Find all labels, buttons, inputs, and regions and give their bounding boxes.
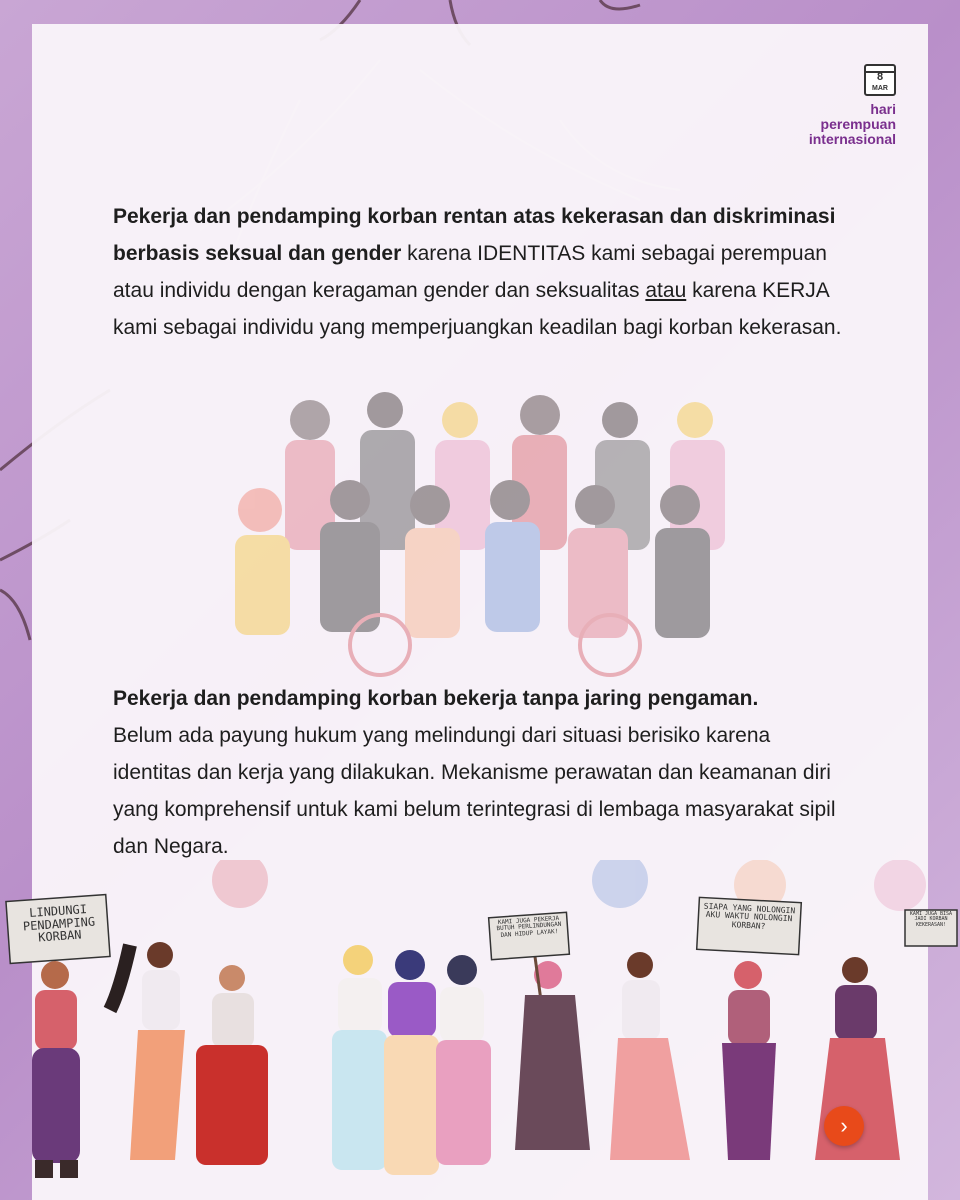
paragraph-1-part-2: karena KERJA kami sebagai individu yang memperjuangkan keadilan bagi korban kekerasan.: [113, 279, 842, 339]
protest-sign-1: LINDUNGI PENDAMPING KORBAN: [22, 902, 96, 945]
faded-crowd-illustration: [200, 380, 760, 680]
protest-sign-3: SIAPA YANG NOLONGIN AKU WAKTU NOLONGIN KORBAN?: [703, 901, 796, 931]
next-slide-button[interactable]: [824, 1106, 864, 1146]
badge-line-1: hari: [870, 101, 896, 117]
protest-sign-2: KAMI JUGA PEKERJA BUTUH PERLINDUNGAN DAN HIDUP LAYAK!: [496, 914, 562, 939]
protest-crowd-illustration: [0, 860, 960, 1200]
paragraph-1-underlined: atau: [645, 279, 687, 302]
paragraph-2-bold: Pekerja dan pendamping korban bekerja tanpa jaring pengaman.: [113, 687, 759, 710]
badge-line-3: internasional: [808, 131, 896, 147]
womens-day-badge: [809, 64, 896, 147]
protest-sign-4: KAMI JUGA BISA JADI KORBAN KEKERASAN!: [909, 911, 953, 928]
badge-line-2: perempuan: [820, 116, 896, 132]
paragraph-1-part-1: karena IDENTITAS kami sebagai perempuan atau individu dengan keragaman gender dan seksualitas: [113, 242, 827, 302]
calendar-month: MAR: [872, 85, 888, 92]
chevron-right-icon: ›: [840, 1113, 848, 1138]
paragraph-no-safety-net: [113, 680, 843, 865]
calendar-icon: [864, 64, 896, 96]
paragraph-2-body: Belum ada payung hukum yang melindungi dari situasi berisiko karena identitas dan kerja yang dilakukan. Mekanisme perawatan dan keamanan diri yang komprehensif untuk kami belum terintegrasi di lembaga masyarakat sipil dan Negara.: [113, 724, 836, 858]
paragraph-1-bold: Pekerja dan pendamping korban rentan atas kekerasan dan diskriminasi berbasis seksual dan gender: [113, 205, 836, 265]
calendar-day: 8: [876, 71, 884, 83]
paragraph-vulnerability: [113, 198, 843, 346]
